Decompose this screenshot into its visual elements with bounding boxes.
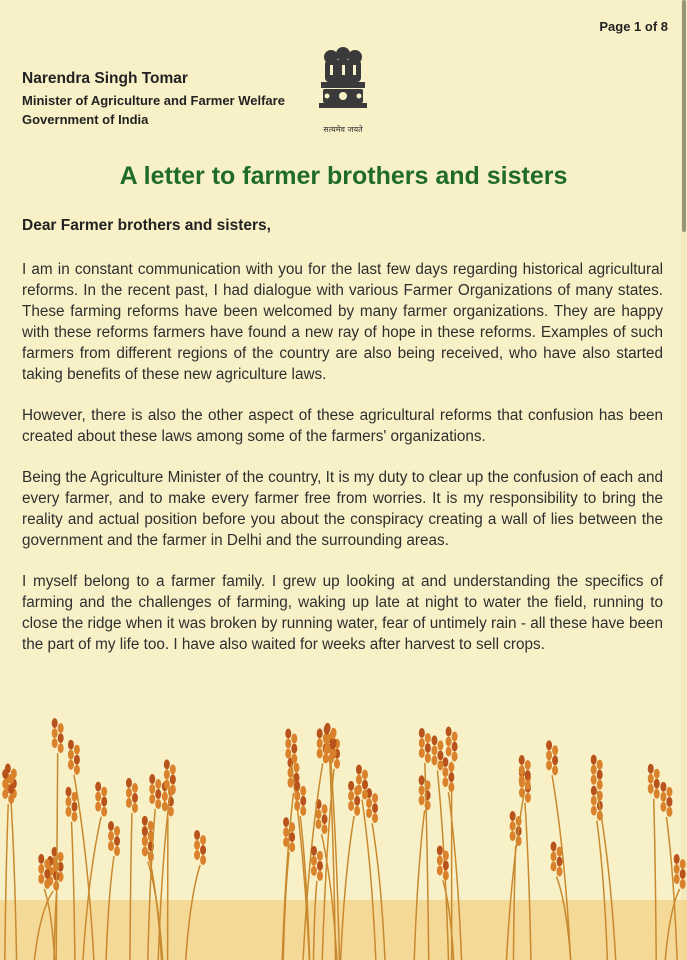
letter-body: [22, 259, 663, 675]
paragraph: I myself belong to a farmer family. I grew up looking at and understanding the specifics of farming and the challenges of farming, waking up late at night to water the field, running to close the ridge when it was broken by running water, fear of untimely rain - all these have been the part of my life too. I have also waited for weeks after harvest to sell crops.: [22, 573, 663, 653]
emblem-motto: सत्यमेव जयते: [323, 125, 363, 134]
author-title: Minister of Agriculture and Farmer Welfare: [22, 93, 285, 108]
author-name: Narendra Singh Tomar: [22, 70, 188, 87]
scrollbar-thumb[interactable]: [682, 0, 686, 232]
author-block: [22, 70, 285, 129]
paragraph: I am in constant communication with you for the last few days regarding historical agricultural reforms. In the recent past, I had dialogue with various Farmer Organizations of many states. These farming reforms have been welcomed by many farmer organizations. They are happy with these reforms farmers have found a new ray of hope in these reforms. Examples of such farmers from different regions of the country are also being received, who have also started taking benefits of these new agriculture laws.: [22, 261, 663, 383]
author-org: Government of India: [22, 111, 149, 127]
paragraph: However, there is also the other aspect of these agricultural reforms that confusion has been created about these laws among some of the farmers' organizations.: [22, 407, 663, 445]
page-number: Page 1 of 8: [599, 19, 668, 34]
salutation: Dear Farmer brothers and sisters,: [22, 217, 271, 234]
paragraph: Being the Agriculture Minister of the country, It is my duty to clear up the confusion of each and every farmer, and to make every farmer free from worries. It is my responsibility to bring the reality and actual position before you about the conspiracy creating a wall of lies between the government and the farmer in Delhi and the surrounding areas.: [22, 469, 663, 549]
wheat-field-illustration: [0, 700, 687, 960]
letter-title: A letter to farmer brothers and sisters: [119, 162, 568, 190]
